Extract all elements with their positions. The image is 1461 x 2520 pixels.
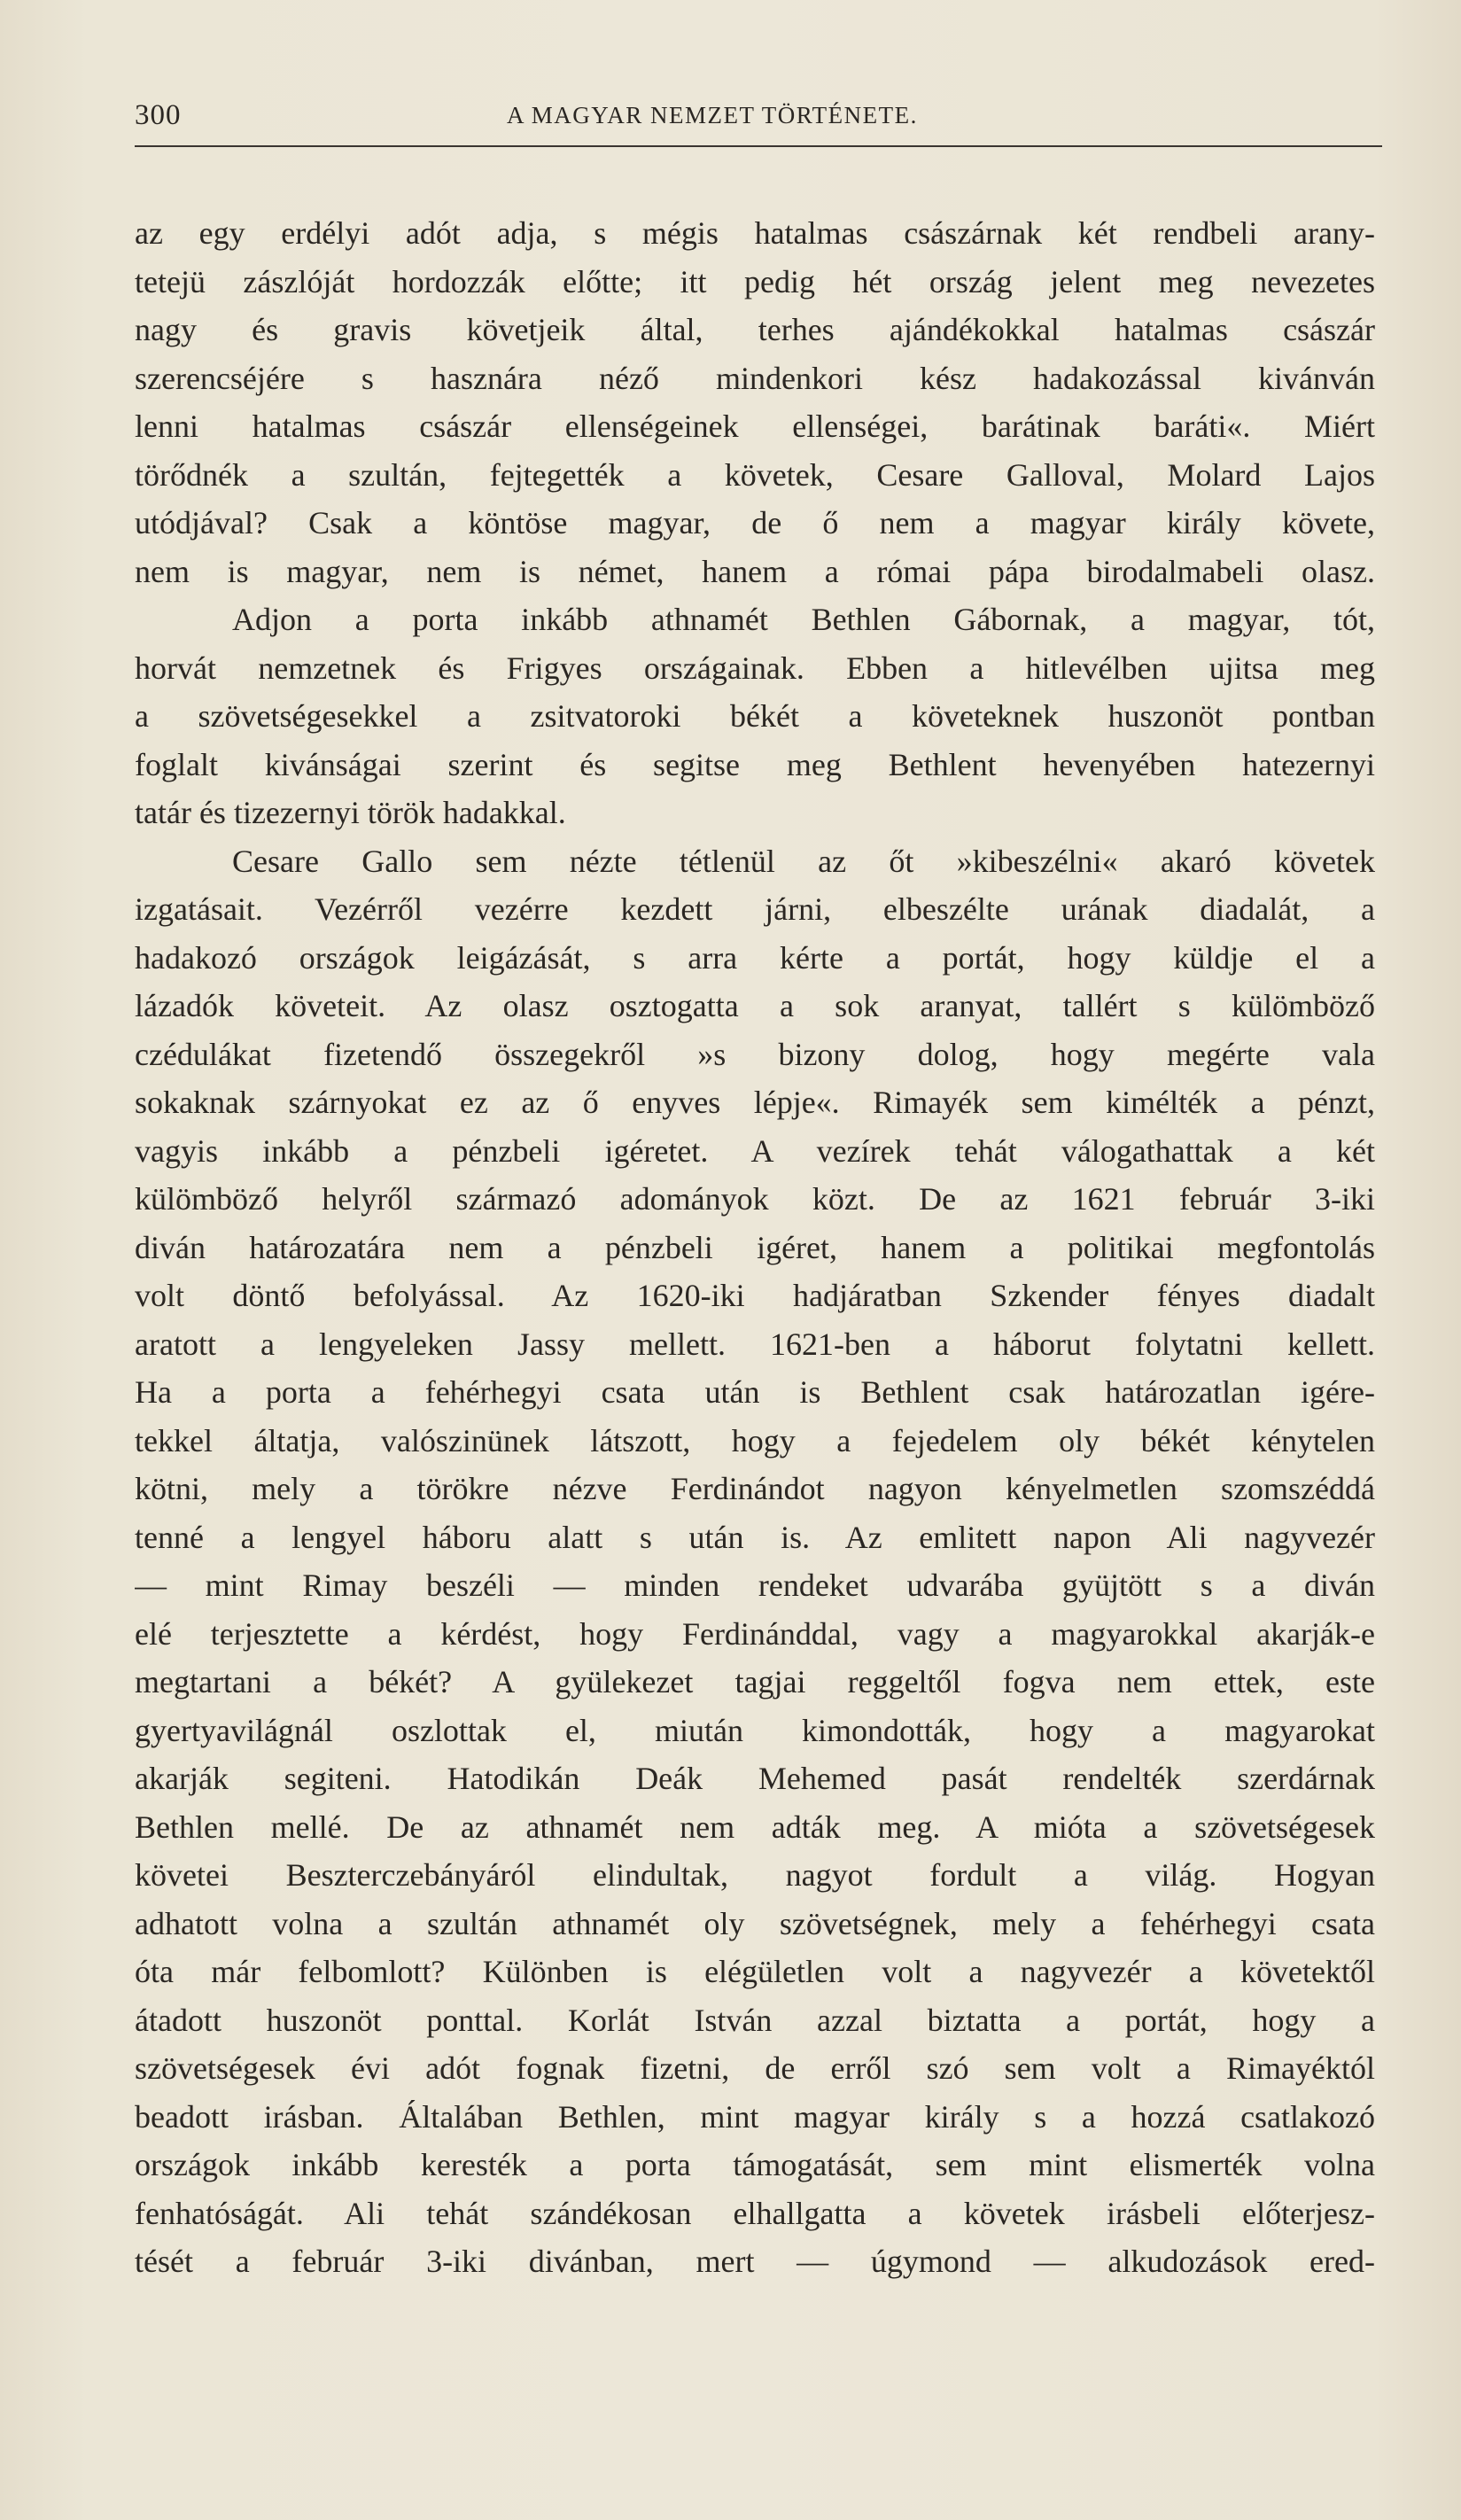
- text-line: vagyis inkább a pénzbeli igéretet. A vezírek tehát válogathattak a két: [135, 1132, 1375, 1169]
- text-line: foglalt kivánságai szerint és segitse meg Bethlent hevenyében hatezernyi: [135, 746, 1375, 782]
- running-head: A MAGYAR NEMZET TÖRTÉNETE.: [507, 102, 918, 128]
- body-text: [135, 209, 1375, 2286]
- text-line: a szövetségesekkel a zsitvatoroki békét a követeknek huszonöt pontban: [135, 698, 1375, 734]
- text-line: czédulákat fizetendő összegekről »s bizony dolog, hogy megérte vala: [135, 1036, 1375, 1072]
- text-line: tekkel áltatja, valószinünek látszott, hogy a fejedelem oly békét kénytelen: [135, 1422, 1375, 1458]
- text-line: tatár és tizezernyi török hadakkal.: [135, 795, 566, 830]
- text-line: szövetségesek évi adót fognak fizetni, de erről szó sem volt a Rimayéktól: [135, 2050, 1375, 2086]
- text-line: Bethlen mellé. De az athnamét nem adták meg. A mióta a szövetségesek: [135, 1808, 1375, 1845]
- text-line: adhatott volna a szultán athnamét oly szövetségnek, mely a fehérhegyi csata: [135, 1905, 1375, 1941]
- text-line: akarják segiteni. Hatodikán Deák Mehemed pasát rendelték szerdárnak: [135, 1761, 1375, 1796]
- text-line: — mint Rimay beszéli — minden rendeket udvarába gyüjtött s a diván: [135, 1567, 1375, 1603]
- text-line: gyertyavilágnál oszlottak el, miután kimondották, hogy a magyarokat: [135, 1712, 1375, 1748]
- text-line: izgatásait. Vezérről vezérre kezdett járni, elbeszélte urának diadalát, a: [135, 891, 1375, 927]
- header-rule: [135, 145, 1382, 147]
- text-line: horvát nemzetnek és Frigyes országainak. Ebben a hitlevélben ujitsa meg: [135, 649, 1375, 686]
- text-line: megtartani a békét? A gyülekezet tagjai reggeltől fogva nem ettek, este: [135, 1664, 1375, 1699]
- text-line: utódjával? Csak a köntöse magyar, de ő nem a magyar király követe,: [135, 505, 1375, 541]
- text-line: külömböző helyről származó adományok közt. De az 1621 február 3-iki: [135, 1181, 1375, 1217]
- text-line: Ha a porta a fehérhegyi csata után is Bethlent csak határozatlan igére-: [135, 1374, 1375, 1410]
- text-line: tenné a lengyel háboru alatt s után is. Az emlitett napon Ali nagyvezér: [135, 1519, 1375, 1555]
- text-line: nem is magyar, nem is német, hanem a római pápa birodalmabeli olasz.: [135, 553, 1375, 589]
- text-line: sokaknak szárnyokat ez az ő enyves lépje«. Rimayék sem kimélték a pénzt,: [135, 1085, 1375, 1120]
- text-line: követei Beszterczebányáról elindultak, nagyot fordult a világ. Hogyan: [135, 1857, 1375, 1893]
- text-line: aratott a lengyeleken Jassy mellett. 1621-ben a háborut folytatni kellett.: [135, 1326, 1375, 1362]
- text-line: beadott irásban. Általában Bethlen, mint magyar király s a hozzá csatlakozó: [135, 2098, 1375, 2135]
- text-line: Cesare Gallo sem nézte tétlenül az őt »kibeszélni« akaró követek: [232, 843, 1375, 879]
- text-line: átadott huszonöt ponttal. Korlát István azzal biztatta a portát, hogy a: [135, 2002, 1375, 2038]
- text-line: óta már felbomlott? Különben is elégületlen volt a nagyvezér a követektől: [135, 1954, 1375, 1989]
- text-line: az egy erdélyi adót adja, s mégis hatalmas császárnak két rendbeli arany-: [135, 215, 1375, 251]
- text-line: diván határozatára nem a pénzbeli igéret, hanem a politikai megfontolás: [135, 1229, 1375, 1265]
- text-line: tetejü zászlóját hordozzák előtte; itt pedig hét ország jelent meg nevezetes: [135, 263, 1375, 299]
- text-line: tését a február 3-iki divánban, mert — úgymond — alkudozások ered-: [135, 2244, 1375, 2279]
- text-line: kötni, mely a törökre nézve Ferdinándot nagyon kényelmetlen szomszéddá: [135, 1471, 1375, 1506]
- text-line: országok inkább keresték a porta támogatását, sem mint elismerték volna: [135, 2147, 1375, 2182]
- page-number: 300: [135, 99, 182, 131]
- text-line: fenhatóságát. Ali tehát szándékosan elhallgatta a követek irásbeli előterjesz-: [135, 2195, 1375, 2231]
- text-line: szerencséjére s hasznára néző mindenkori kész hadakozással kivánván: [135, 360, 1375, 396]
- text-line: lázadók követeit. Az olasz osztogatta a sok aranyat, tallért s külömböző: [135, 988, 1375, 1023]
- text-line: hadakozó országok leigázását, s arra kérte a portát, hogy küldje el a: [135, 939, 1375, 976]
- text-line: volt döntő befolyással. Az 1620-iki hadjáratban Szkender fényes diadalt: [135, 1278, 1375, 1313]
- page-header: [135, 99, 1382, 138]
- text-line: törődnék a szultán, fejtegették a követek, Cesare Galloval, Molard Lajos: [135, 456, 1375, 493]
- text-line: nagy és gravis követjeik által, terhes ajándékokkal hatalmas császár: [135, 312, 1375, 347]
- text-line: Adjon a porta inkább athnamét Bethlen Gábornak, a magyar, tót,: [232, 602, 1375, 637]
- text-line: elé terjesztette a kérdést, hogy Ferdinánddal, vagy a magyarokkal akarják-e: [135, 1615, 1375, 1652]
- text-line: lenni hatalmas császár ellenségeinek ellenségei, barátinak baráti«. Miért: [135, 408, 1375, 444]
